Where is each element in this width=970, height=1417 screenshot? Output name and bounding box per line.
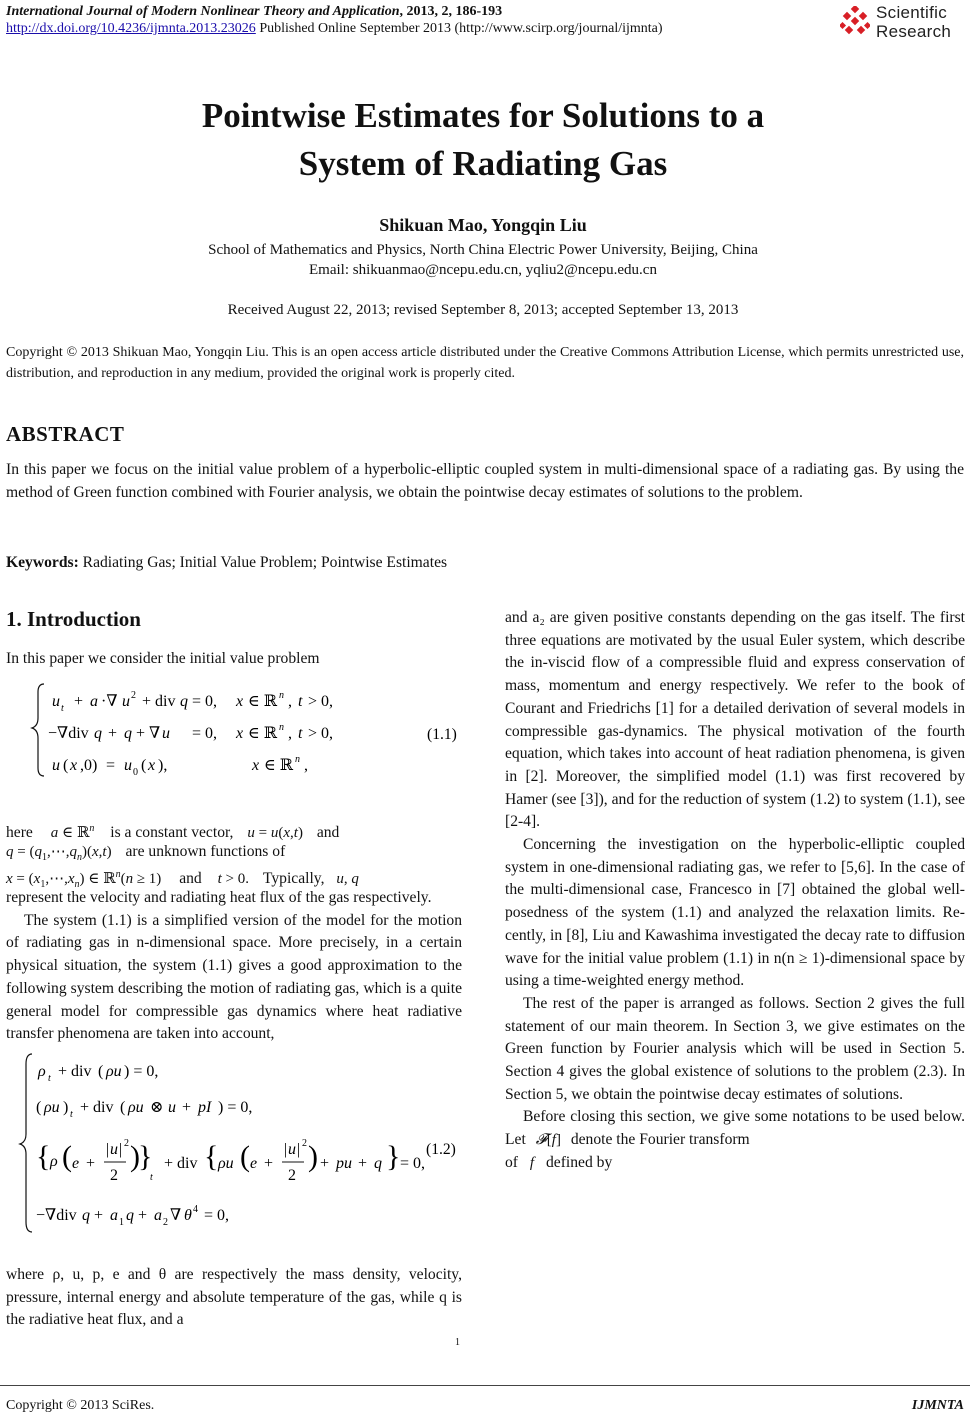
svg-text:4: 4 — [193, 1204, 198, 1215]
footer-rule — [0, 1385, 970, 1386]
svg-text:{: { — [204, 1140, 219, 1173]
svg-text:u: u — [162, 725, 170, 742]
publication-info: Published Online September 2013 (http://www.scirp.org/journal/ijmnta) — [255, 21, 663, 36]
svg-text:q: q — [126, 1207, 134, 1224]
svg-text:> 0,: > 0, — [308, 725, 334, 742]
svg-text:t: t — [70, 1109, 73, 1120]
typically-text: Typically, — [262, 870, 325, 887]
equation-1-1 — [30, 676, 470, 788]
svg-text:u: u — [110, 1141, 118, 1158]
logo-text-research: Research — [876, 22, 952, 41]
abstract-heading: ABSTRACT — [6, 422, 125, 446]
svg-text:): ) — [130, 1140, 140, 1173]
section-heading-introduction: 1. Introduction — [6, 607, 141, 631]
svg-text:−∇div: −∇div — [48, 725, 89, 742]
svg-text:q: q — [124, 725, 132, 742]
affiliation: School of Mathematics and Physics, North China Electric Power University, Beijing, China — [208, 242, 758, 258]
svg-text:n: n — [279, 722, 284, 733]
svg-text:= 0,: = 0, — [192, 693, 218, 710]
svg-text:+ div: + div — [80, 1099, 114, 1116]
authors: Shikuan Mao, Yongqin Liu — [379, 215, 587, 235]
constant-vector-text: is a constant vector, — [110, 824, 234, 841]
svg-text:(: ( — [141, 757, 147, 774]
svg-text:= 0,: = 0, — [400, 1155, 426, 1172]
svg-text:+: + — [86, 1155, 96, 1172]
keywords-list: Radiating Gas; Initial Value Problem; Pointwise Estimates — [78, 554, 448, 571]
svg-text:q: q — [374, 1155, 382, 1172]
svg-text:a: a — [110, 1207, 118, 1224]
logo-mark-icon — [840, 6, 870, 36]
svg-text:u: u — [168, 1099, 176, 1116]
svg-text:ρ: ρ — [38, 1063, 46, 1080]
svg-text:(: ( — [36, 1099, 42, 1116]
eq-1-1-number: (1.1) — [427, 726, 457, 743]
svg-text:u: u — [52, 757, 60, 774]
svg-text:2: 2 — [163, 1217, 168, 1228]
doi-link[interactable]: http://dx.doi.org/10.4236/ijmnta.2013.23026 — [6, 21, 256, 36]
svg-text:∈ ℝ: ∈ ℝ — [264, 757, 294, 774]
copyright-notice: Copyright © 2013 Shikuan Mao, Yongqin Liu. This is an open access article distributed under the Creative Commons Attribution License, which permits unrestricted use, distribution, and reproduction in any medium, provided the original work is properly cited. — [6, 345, 964, 381]
intro-paragraph-3: where ρ, u, p, e and θ are respectively the mass density, velocity, pressure, internal energy and absolute temperature of the gas, while q is the radiative heat flux, and a — [6, 1266, 462, 1329]
svg-text:+: + — [264, 1155, 274, 1172]
received-dates: Received August 22, 2013; revised September 8, 2013; accepted September 13, 2013 — [227, 302, 739, 318]
svg-text:{: { — [36, 1140, 51, 1173]
left-column-intro — [6, 648, 462, 671]
svg-text:+: + — [358, 1155, 368, 1172]
svg-text:2: 2 — [131, 690, 136, 701]
and-text-1: and — [316, 824, 340, 841]
right-column — [505, 607, 965, 1175]
notation-text-d: defined by — [545, 1153, 613, 1171]
svg-text:ρu: ρu — [44, 1099, 60, 1116]
right-paragraph-4-end: of f defined by — [505, 1153, 613, 1171]
svg-text:(: ( — [62, 1140, 72, 1173]
svg-text:u: u — [288, 1141, 296, 1158]
svg-text:+ div: + div — [58, 1063, 92, 1080]
notation-text-c: of — [505, 1153, 518, 1171]
subscript-1: 1 — [455, 1337, 460, 1348]
svg-text:|: | — [284, 1141, 288, 1158]
journal-volume: , 2013, 2, 186-193 — [399, 4, 503, 19]
left-column-body — [6, 887, 462, 1046]
definitions-line-1: here a ∈ ℝ$^n$ is a constant vector, u = u(x,t) and — [6, 823, 340, 841]
svg-text:x: x — [148, 757, 156, 774]
svg-text:ρ: ρ — [50, 1153, 58, 1170]
svg-text:t: t — [48, 1073, 51, 1084]
svg-text:}: } — [386, 1140, 401, 1173]
right-paragraph-3: The rest of the paper is arranged as follows. Section 2 gives the full statement of our main theorem. In Section 3, we give estimates on the Green function by Fourier analysis which will be used in Section 5. Section 4 gives the global existence of solutions to the problem (2.3). In Section 5, we obtain the pointwise decay estimates of solutions. — [505, 994, 965, 1103]
svg-text:|: | — [297, 1141, 301, 1158]
svg-text:n: n — [279, 690, 284, 701]
svg-text:n: n — [295, 754, 300, 765]
footer-journal-abbrev: IJMNTA — [911, 1398, 964, 1413]
svg-text:+: + — [138, 1207, 148, 1224]
svg-text:e: e — [72, 1155, 80, 1172]
svg-text:u: u — [124, 757, 132, 774]
svg-text:ρu: ρu — [128, 1099, 144, 1116]
svg-text:x: x — [252, 757, 260, 774]
unknown-functions-text: are unknown functions of — [125, 843, 286, 860]
journal-header — [6, 4, 502, 20]
logo-text-scientific: Scientific — [876, 3, 948, 22]
svg-text:> 0,: > 0, — [308, 693, 334, 710]
paper-title — [0, 92, 966, 188]
svg-text:+: + — [94, 1207, 104, 1224]
svg-text:θ: θ — [184, 1207, 192, 1224]
email: Email: shikuanmao@ncepu.edu.cn, yqliu2@ncepu.edu.cn — [309, 262, 657, 278]
svg-text:+ div: + div — [164, 1155, 198, 1172]
svg-text:pu: pu — [336, 1155, 352, 1172]
svg-text:q: q — [94, 725, 102, 742]
journal-name: International Journal of Modern Nonlinear Theory and Application — [6, 4, 400, 19]
svg-text:= 0,: = 0, — [204, 1207, 230, 1224]
scientific-research-logo — [840, 2, 968, 42]
svg-text:e: e — [250, 1155, 258, 1172]
svg-text:x: x — [70, 757, 78, 774]
svg-text:}: } — [138, 1140, 153, 1173]
svg-text:+: + — [108, 725, 118, 742]
svg-text:(: ( — [240, 1140, 250, 1173]
svg-text:2: 2 — [110, 1167, 118, 1184]
svg-text:a: a — [90, 693, 98, 710]
definitions-line-3: $x = (x_1,\cdots,x_n)$ ∈ ℝ$^n$(n ≥ 1) and t > 0. Typically, u, q — [6, 869, 359, 890]
svg-text:t: t — [150, 1172, 153, 1183]
svg-text:⊗: ⊗ — [150, 1099, 164, 1116]
svg-text:= 0,: = 0, — [192, 725, 218, 742]
intro-paragraph-1: In this paper we consider the initial value problem — [6, 650, 320, 667]
svg-text:t: t — [298, 725, 303, 742]
svg-text:u: u — [122, 693, 130, 710]
svg-text:),: ), — [158, 757, 168, 774]
svg-text:t: t — [61, 703, 64, 714]
svg-text:(: ( — [98, 1063, 104, 1080]
svg-text:+: + — [320, 1155, 330, 1172]
svg-text:+ ∇: + ∇ — [136, 725, 161, 742]
svg-text:∈ ℝ: ∈ ℝ — [248, 693, 278, 710]
svg-text:2: 2 — [288, 1167, 296, 1184]
svg-text:a: a — [154, 1207, 162, 1224]
svg-text:,: , — [288, 725, 292, 742]
notation-text-a: Before closing this section, we give some notations to be used below. Let — [505, 1108, 965, 1149]
svg-text:∈ ℝ: ∈ ℝ — [248, 725, 278, 742]
svg-text:−∇div: −∇div — [36, 1207, 77, 1224]
svg-text:ρu: ρu — [106, 1063, 122, 1080]
svg-text:t: t — [298, 693, 303, 710]
footer-copyright: Copyright © 2013 SciRes. — [6, 1398, 155, 1413]
title-line-2: System of Radiating Gas — [298, 144, 668, 183]
svg-text:1: 1 — [119, 1217, 124, 1228]
svg-text:pI: pI — [198, 1099, 212, 1116]
svg-text:q: q — [180, 693, 188, 710]
title-line-1: Pointwise Estimates for Solutions to a — [201, 96, 765, 135]
svg-text:,: , — [288, 693, 292, 710]
affiliation-block — [0, 240, 966, 280]
svg-text:0: 0 — [133, 767, 138, 778]
svg-text:(: ( — [63, 757, 69, 774]
doi-line — [6, 21, 663, 37]
right-paragraph-2: Concerning the investigation on the hyperbolic-elliptic coupled system in one-dimensional radiating gas, we refer to [5,6]. In the case of the multi-dimensional case, Francesco in [7] obtained the global well-posedness of the system (1.1) and analyzed the relaxation limits. Re-cently, in [8], Liu and Kawashima investigated the decay rate to diffusion wave for the initial value problem (1.1) in n(n ≥ 1)-dimensional space by using a time-weighted energy method. — [505, 836, 965, 990]
eq-1-2-number: (1.2) — [426, 1141, 456, 1158]
equation-1-2 — [18, 1050, 470, 1238]
right-paragraph-1: and a₂ are given positive constants depending on the gas itself. The first three equations are motivated by the usual Euler system, which describe the in-viscid flow of a compressible fluid and express conservation of mass, momentum and energy respectively. We refer to the book of Courant and Friedrichs [1] for a detailed derivation of several models in compressible gas-dynamics. The physical motivation of the fourth equation, which takes into account of heat radiation phenomena, is given in [2]. Moreover, the simplified model (1.1) was first recovered by Hamer (see [3]), and for the reduction of system (1.2) to system (1.1), see [2-4]. — [505, 609, 965, 831]
svg-text:,: , — [304, 757, 308, 774]
represent-text: represent the velocity and radiating heat flux of the gas respectively. — [6, 889, 432, 906]
svg-text:+: + — [74, 693, 84, 710]
svg-text:|: | — [106, 1141, 110, 1158]
svg-text:·∇: ·∇ — [101, 693, 118, 710]
svg-text:): ) — [63, 1099, 69, 1116]
svg-text:) = 0,: ) = 0, — [218, 1099, 253, 1116]
svg-text:=: = — [106, 757, 116, 774]
svg-text:+ div: + div — [142, 693, 176, 710]
abstract-text: In this paper we focus on the initial value problem of a hyperbolic-elliptic coupled system in multi-dimensional space of a radiating gas. By using the method of Green function combined with Fourier analysis, we obtain the pointwise decay estimates of solutions to the problem. — [6, 461, 964, 501]
here-text: here — [6, 824, 33, 841]
keywords — [6, 552, 964, 574]
svg-text:∇: ∇ — [170, 1207, 182, 1224]
left-column-end — [6, 1264, 462, 1332]
svg-text:,0): ,0) — [80, 757, 98, 774]
svg-text:|: | — [119, 1141, 123, 1158]
svg-text:+: + — [182, 1099, 192, 1116]
svg-text:) = 0,: ) = 0, — [124, 1063, 159, 1080]
svg-text:x: x — [236, 725, 244, 742]
keywords-label: Keywords: — [6, 554, 79, 571]
definitions-line-2: $q = (q_1,\cdots,q_n)(x,t)$ are unknown functions of — [6, 843, 286, 863]
notation-text-b: denote the Fourier transform — [570, 1131, 750, 1149]
svg-text:q: q — [82, 1207, 90, 1224]
svg-text:2: 2 — [124, 1138, 129, 1149]
svg-text:x: x — [236, 693, 244, 710]
svg-text:2: 2 — [302, 1138, 307, 1149]
right-paragraph-4: Before closing this section, we give some notations to be used below. Let 𝓕[f] denote the Fourier transform — [505, 1108, 965, 1149]
svg-text:ρu: ρu — [218, 1155, 234, 1172]
svg-text:): ) — [308, 1140, 318, 1173]
svg-text:u: u — [52, 693, 60, 710]
svg-text:(: ( — [120, 1099, 126, 1116]
and-text-2: and — [179, 870, 202, 887]
intro-paragraph-2: The system (1.1) is a simplified version of the model for the motion of radiating gas in n-dimensional space. More precisely, in a certain physical situation, the system (1.1) gives a good approximation to the following system describing the motion of radiating gas, which is a quite general model for compressible gas dynamics where heat radiative transfer phenomena are taken into account, — [6, 911, 462, 1043]
